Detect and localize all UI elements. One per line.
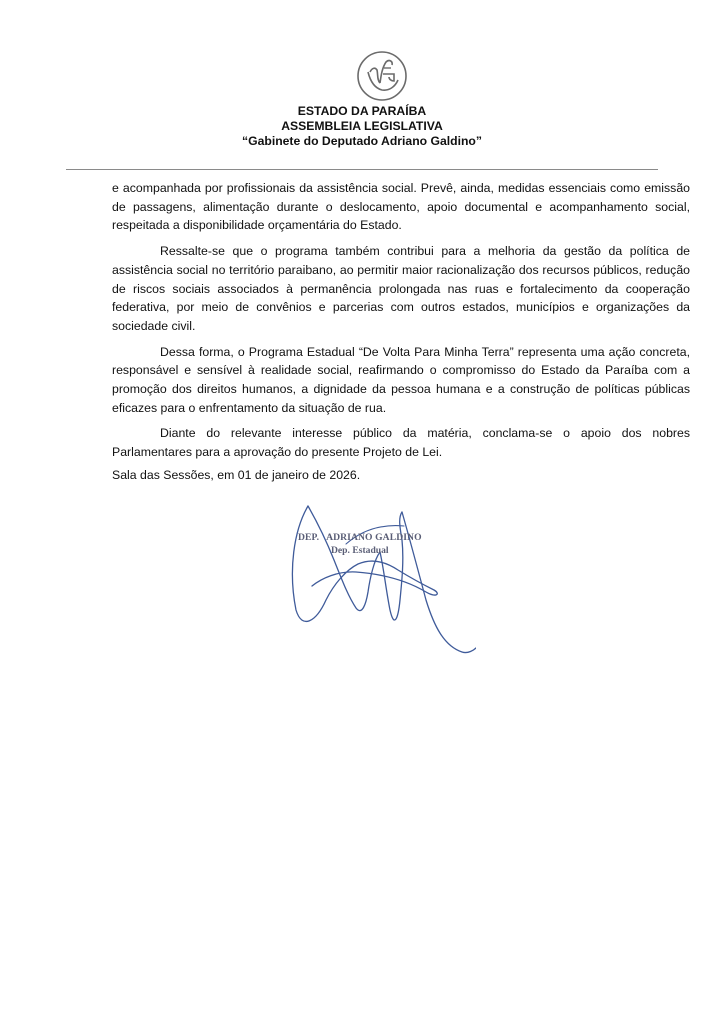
paragraph-program-summary: Dessa forma, o Programa Estadual “De Volta Para Minha Terra” representa uma ação concreta, responsável e sensível à realidade social, reafirmando o compromisso do Estado da Paraíba com a promoção dos direitos humanos, a dignidade da pessoa humana e a construção de políticas públicas eficazes para o enfrentamento da situação de rua. — [112, 344, 690, 415]
signatory-title: Dep. Estadual — [331, 545, 389, 556]
paragraph-call-to-approval: Diante do relevante interesse público da matéria, conclama-se o apoio dos nobres Parlamentares para a aprovação do presente Projeto de Lei. — [112, 426, 690, 460]
header-divider — [66, 169, 658, 170]
state-name: ESTADO DA PARAÍBA — [297, 104, 427, 118]
office-name: “Gabinete do Deputado Adriano Galdino” — [242, 134, 482, 148]
document-header — [0, 104, 724, 149]
handwritten-signature-icon — [286, 500, 476, 660]
place-and-date: Sala das Sessões, em 01 de janeiro de 2026. — [112, 468, 361, 482]
signatory-name: DEP. ADRIANO GALDINO — [298, 532, 422, 543]
paragraph-management: Ressalte-se que o programa também contribui para a melhoria da gestão da política de assistência social no território paraibano, ao permitir maior racionalização dos recursos públicos, redução de riscos sociais associados à permanência prolongada nas ruas e fortalecimento da cooperação federativa, por meio de convênios e parcerias com outros estados, municípios e organizações da sociedade civil. — [112, 244, 690, 333]
assembly-emblem-icon — [356, 50, 408, 102]
document-body — [112, 179, 690, 469]
institution-name: ASSEMBLEIA LEGISLATIVA — [281, 119, 443, 133]
paragraph-continuation: e acompanhada por profissionais da assistência social. Prevê, ainda, medidas essenciais como emissão de passagens, alimentação durante o deslocamento, apoio documental e acompanhamento social, respeitada a disponibilidade orçamentária do Estado. — [112, 181, 690, 233]
